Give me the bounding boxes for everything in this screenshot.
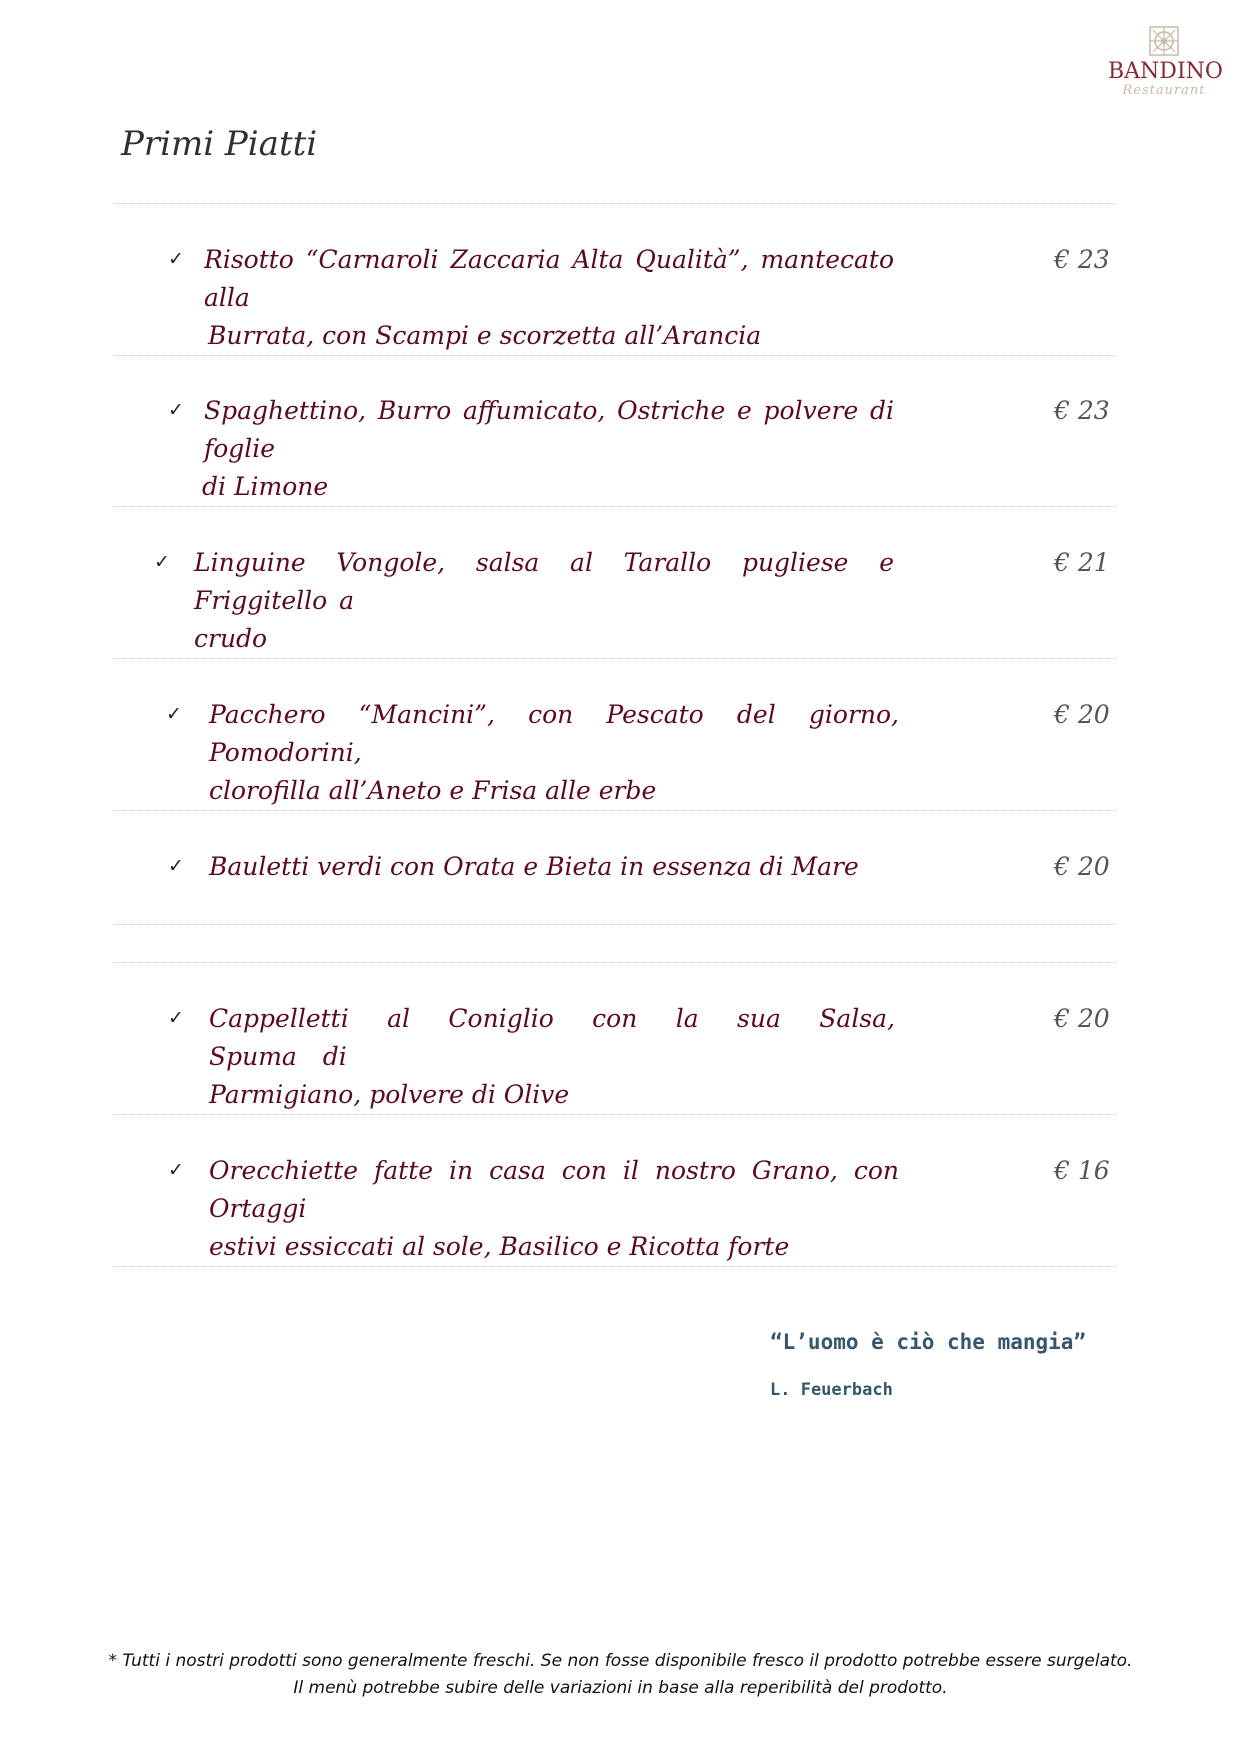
ornament-tile-icon [1147, 24, 1181, 58]
dish-description [209, 1152, 899, 1266]
dish-line: Risotto “Carnaroli Zaccaria Alta Qualità”, mantecato alla [204, 245, 894, 312]
dish-line: Orecchiette fatte in casa con il nostro Grano, con Ortaggi [209, 1156, 899, 1223]
divider [114, 658, 1116, 659]
divider [114, 810, 1116, 811]
dish-price: € 20 [1054, 700, 1110, 729]
restaurant-logo [1108, 24, 1223, 108]
dish-line: Cappelletti al Coniglio con la sua Salsa, Spuma di [209, 1004, 895, 1071]
footer-note [0, 1648, 1241, 1702]
dish-price: € 20 [1054, 852, 1110, 881]
dish-description [204, 392, 894, 506]
dish-line: clorofilla all’Aneto e Frisa alle erbe [209, 776, 657, 805]
quote-author: L. Feuerbach [770, 1380, 893, 1400]
dish-line: Spaghettino, Burro affumicato, Ostriche e polvere di foglie [204, 396, 894, 463]
dish-line: Bauletti verdi con Orata e Bieta in essenza di Mare [209, 852, 859, 881]
dish-price: € 23 [1054, 396, 1110, 425]
check-icon: ✓ [168, 399, 184, 421]
dish-line: crudo [194, 624, 268, 653]
footer-line: Il menù potrebbe subire delle variazioni in base alla reperibilità del prodotto. [293, 1678, 948, 1698]
divider [114, 924, 1116, 925]
dish-line: Linguine Vongole, salsa al Tarallo pugliese e Friggitello a [194, 548, 894, 615]
dish-line: estivi essiccati al sole, Basilico e Ricotta forte [209, 1232, 790, 1261]
check-icon: ✓ [166, 703, 182, 725]
dish-price: € 21 [1054, 548, 1110, 577]
brand-subtitle: Restaurant [1122, 83, 1206, 98]
section-title: Primi Piatti [121, 124, 318, 164]
dish-description [194, 544, 894, 658]
divider [114, 1114, 1116, 1115]
check-icon: ✓ [168, 1159, 184, 1181]
check-icon: ✓ [154, 551, 170, 573]
divider [114, 962, 1116, 963]
dish-line: Burrata, con Scampi e scorzetta all’Arancia [208, 321, 762, 350]
dish-description [209, 1000, 895, 1114]
dish-description [209, 696, 899, 810]
divider [114, 506, 1116, 507]
dish-price: € 16 [1054, 1156, 1110, 1185]
check-icon: ✓ [168, 248, 184, 270]
brand-name: BANDINO [1108, 59, 1223, 84]
dish-line: Pacchero “Mancini”, con Pescato del giorno, Pomodorini, [209, 700, 899, 767]
check-icon: ✓ [168, 1007, 184, 1029]
divider [114, 355, 1116, 356]
dish-description [209, 848, 899, 886]
divider [114, 1266, 1116, 1267]
dish-price: € 23 [1054, 245, 1110, 274]
dish-price: € 20 [1054, 1004, 1110, 1033]
footer-line: * Tutti i nostri prodotti sono generalmente freschi. Se non fosse disponibile fresco il prodotto potrebbe essere surgelato. [108, 1651, 1133, 1671]
dish-description [204, 241, 894, 355]
check-icon: ✓ [168, 855, 184, 877]
dish-line: di Limone [202, 472, 329, 501]
divider [114, 203, 1116, 204]
quote-text: “L’uomo è ciò che mangia” [770, 1330, 1087, 1354]
dish-line: Parmigiano, polvere di Olive [209, 1080, 570, 1109]
